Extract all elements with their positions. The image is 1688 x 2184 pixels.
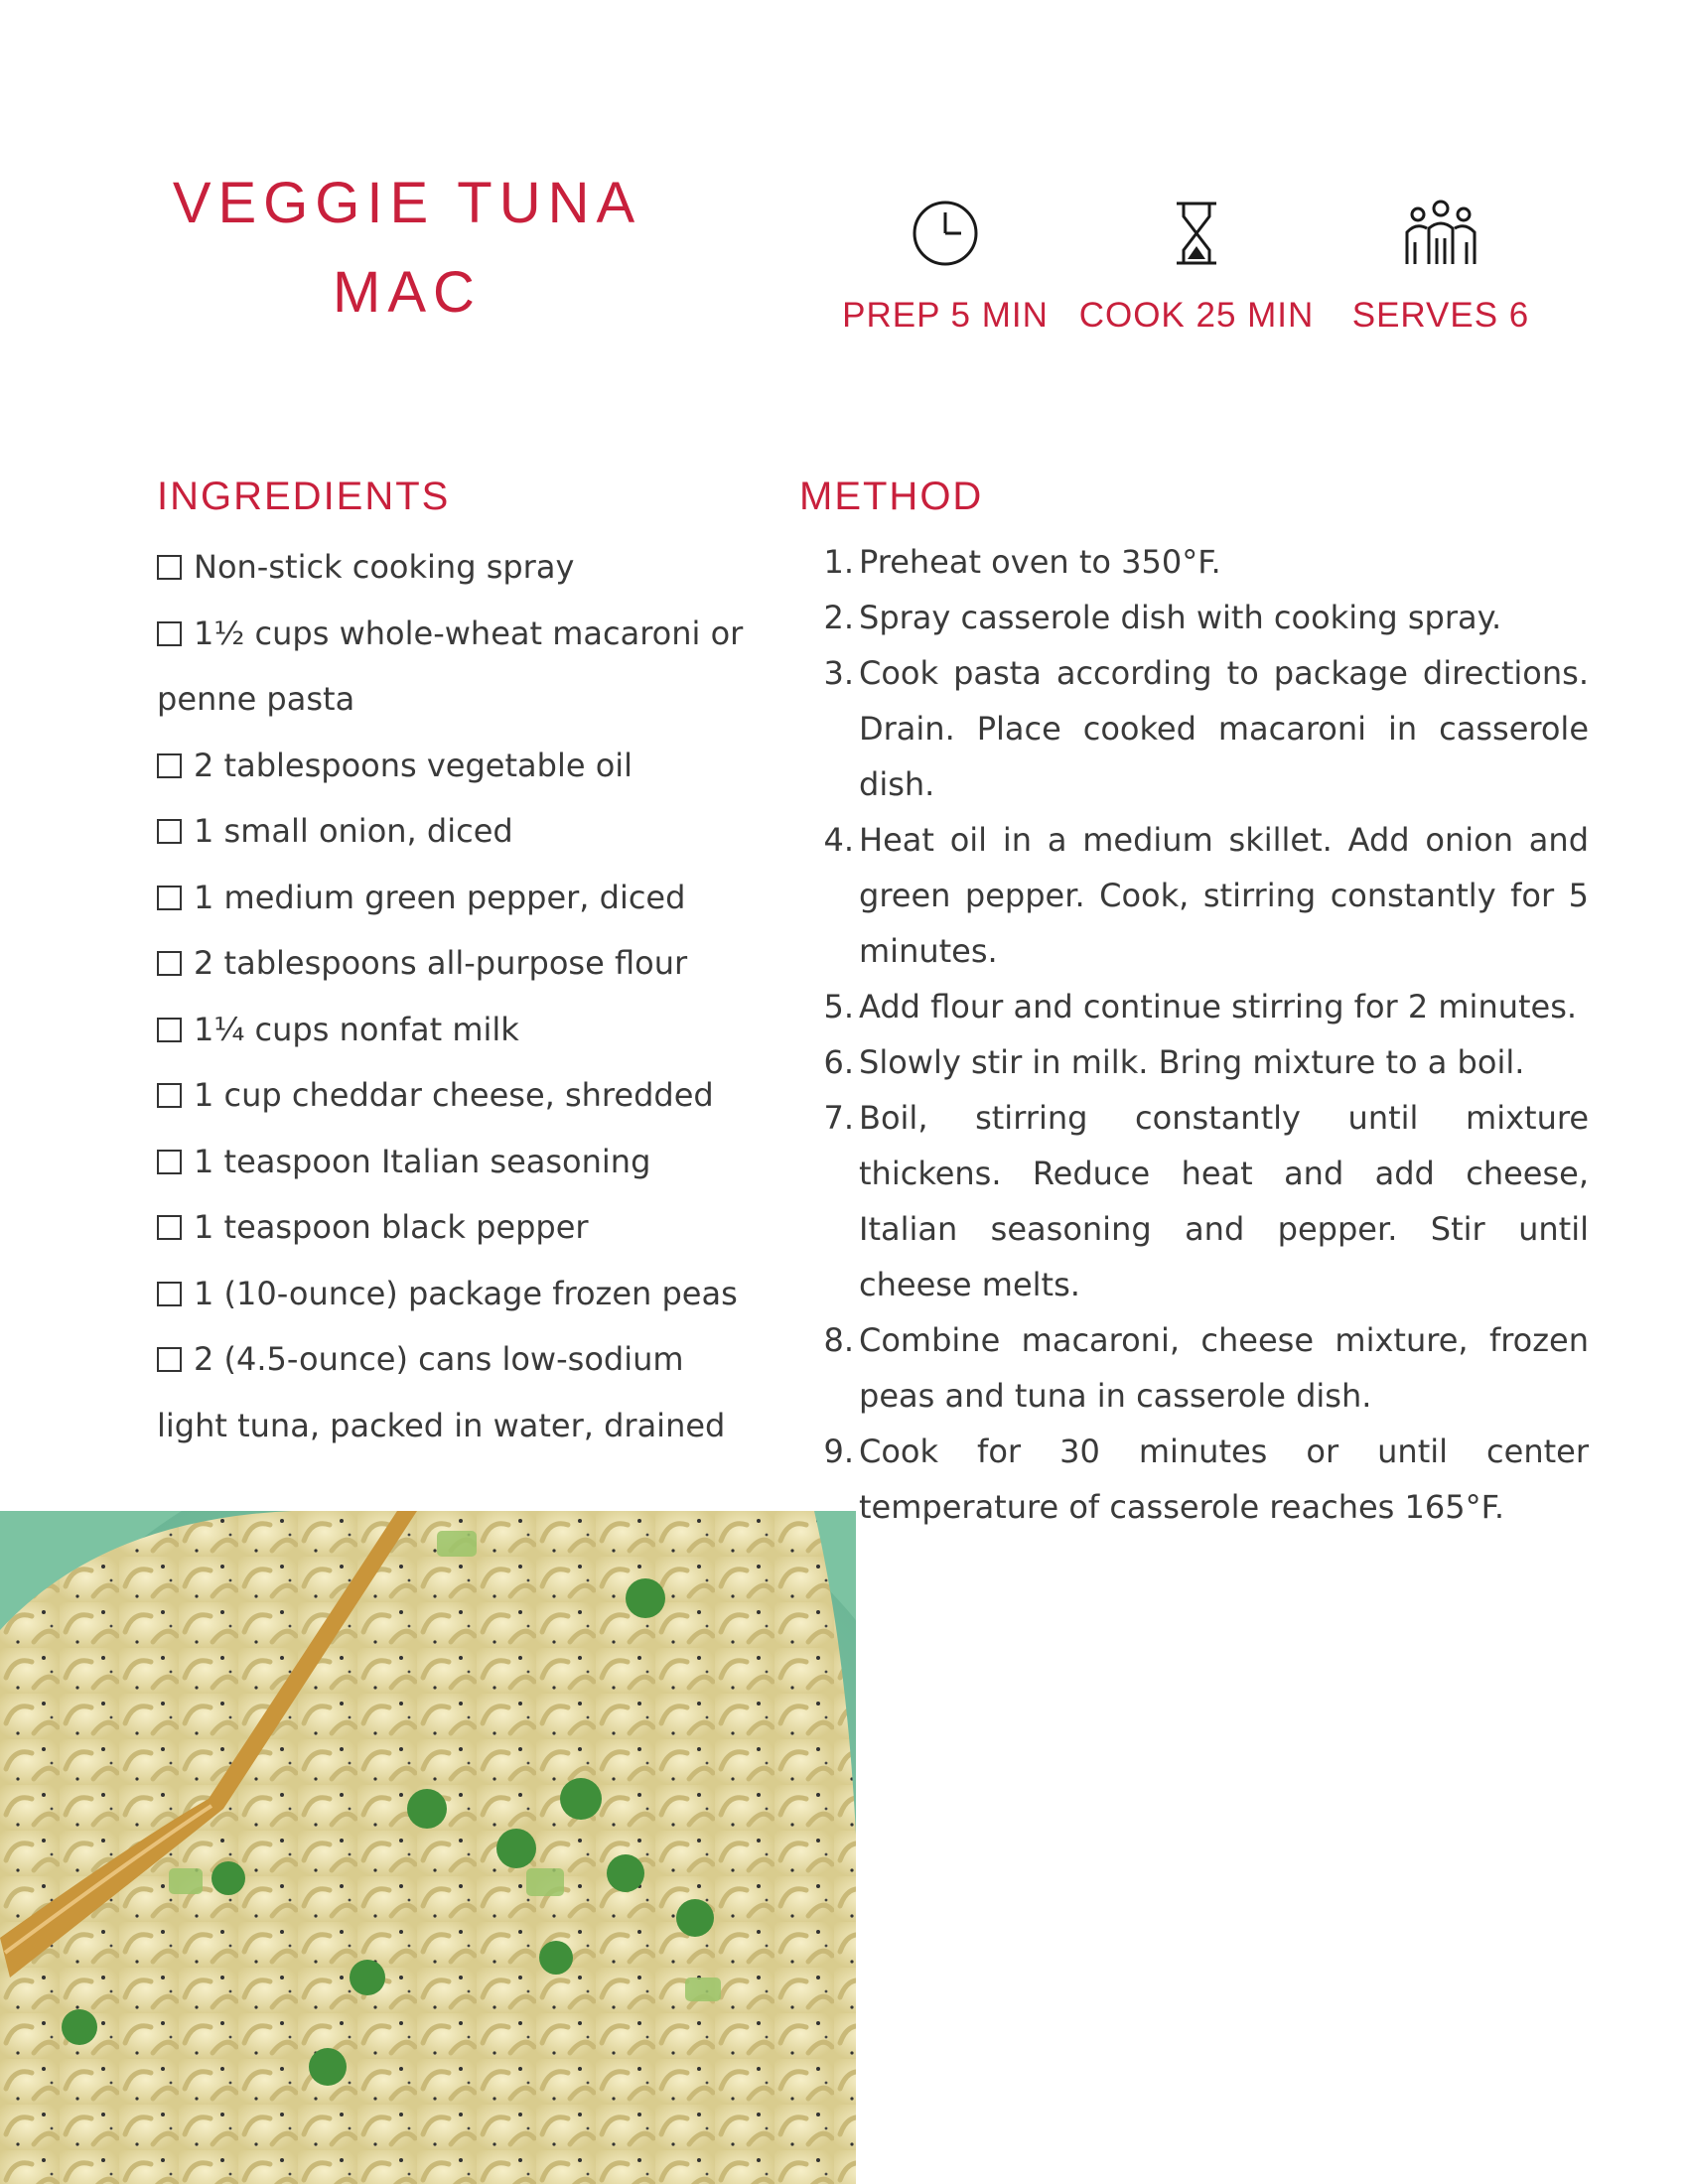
method-step bbox=[814, 1034, 1589, 1090]
step-number: 8. bbox=[823, 1321, 854, 1359]
servings-label: SERVES 6 bbox=[1351, 296, 1530, 335]
step-number: 1. bbox=[823, 543, 854, 581]
recipe-title-line-2: MAC bbox=[333, 260, 482, 325]
ingredients-list bbox=[157, 534, 753, 1458]
checkbox-icon[interactable] bbox=[157, 1018, 182, 1042]
step-text: Heat oil in a medium skillet. Add onion and green pepper. Cook, stirring constantly for 5 minutes. bbox=[859, 821, 1589, 970]
step-text: Boil, stirring constantly until mixture thickens. Reduce heat and add cheese, Italian seasoning and pepper. Stir until cheese melts. bbox=[859, 1099, 1589, 1303]
step-text: Preheat oven to 350°F. bbox=[859, 543, 1221, 581]
ingredient-item[interactable]: 1 (10-ounce) package frozen peas bbox=[157, 1261, 753, 1327]
checkbox-icon[interactable] bbox=[157, 1150, 182, 1174]
step-number: 3. bbox=[823, 654, 854, 692]
step-text: Cook for 30 minutes or until center temperature of casserole reaches 165°F. bbox=[859, 1433, 1589, 1526]
ingredient-item[interactable]: 1½ cups whole-wheat macaroni or penne pasta bbox=[157, 614, 744, 718]
method-list bbox=[814, 534, 1589, 1535]
step-text: Spray casserole dish with cooking spray. bbox=[859, 599, 1502, 636]
servings bbox=[1322, 199, 1560, 336]
step-number: 9. bbox=[823, 1433, 854, 1470]
ingredient-item[interactable]: 1 small onion, diced bbox=[157, 798, 753, 865]
people-icon bbox=[1403, 199, 1478, 268]
ingredient-item[interactable]: 1 teaspoon black pepper bbox=[157, 1194, 753, 1261]
method-step bbox=[814, 645, 1589, 812]
step-number: 7. bbox=[823, 1099, 854, 1137]
dish-illustration bbox=[0, 1511, 856, 2184]
method-step bbox=[814, 590, 1589, 645]
step-text: Slowly stir in milk. Bring mixture to a boil. bbox=[859, 1043, 1525, 1081]
method-step bbox=[814, 534, 1589, 590]
method-step bbox=[814, 979, 1589, 1034]
recipe-title bbox=[149, 159, 665, 338]
step-number: 5. bbox=[823, 988, 854, 1025]
cook-time-label: COOK 25 MIN bbox=[1078, 296, 1315, 335]
checkbox-icon[interactable] bbox=[157, 555, 182, 580]
method-heading: METHOD bbox=[799, 475, 984, 518]
method-step bbox=[814, 1424, 1589, 1535]
checkbox-icon[interactable] bbox=[157, 1347, 182, 1372]
prep-time-label: PREP 5 MIN bbox=[842, 296, 1049, 335]
step-number: 2. bbox=[823, 599, 854, 636]
checkbox-icon[interactable] bbox=[157, 1282, 182, 1306]
step-text: Add flour and continue stirring for 2 minutes. bbox=[859, 988, 1578, 1025]
ingredient-item[interactable]: 1 cup cheddar cheese, shredded bbox=[157, 1062, 753, 1129]
recipe-title-line-1: VEGGIE TUNA bbox=[172, 171, 642, 235]
clock-icon bbox=[911, 199, 980, 268]
ingredient-item[interactable]: 1 teaspoon Italian seasoning bbox=[157, 1129, 753, 1195]
step-number: 4. bbox=[823, 821, 854, 859]
step-text: Cook pasta according to package directions. Drain. Place cooked macaroni in casserole dish. bbox=[859, 654, 1589, 803]
ingredient-item[interactable]: Non-stick cooking spray bbox=[157, 534, 753, 601]
ingredient-item[interactable]: 2 tablespoons vegetable oil bbox=[157, 733, 753, 799]
method-step bbox=[814, 1312, 1589, 1424]
ingredient-item[interactable]: 1¼ cups nonfat milk bbox=[157, 997, 753, 1063]
hourglass-icon bbox=[1162, 199, 1231, 268]
step-number: 6. bbox=[823, 1043, 854, 1081]
method-step bbox=[814, 1090, 1589, 1312]
checkbox-icon[interactable] bbox=[157, 951, 182, 976]
ingredient-item[interactable]: 2 (4.5-ounce) cans low-sodium light tuna, packed in water, drained bbox=[157, 1340, 726, 1444]
checkbox-icon[interactable] bbox=[157, 753, 182, 778]
checkbox-icon[interactable] bbox=[157, 886, 182, 910]
step-text: Combine macaroni, cheese mixture, frozen peas and tuna in casserole dish. bbox=[859, 1321, 1589, 1415]
ingredient-item[interactable]: 1 medium green pepper, diced bbox=[157, 865, 753, 931]
checkbox-icon[interactable] bbox=[157, 1083, 182, 1108]
checkbox-icon[interactable] bbox=[157, 819, 182, 844]
ingredient-item[interactable]: 2 tablespoons all-purpose flour bbox=[157, 930, 753, 997]
dish-photo bbox=[0, 1511, 856, 2184]
ingredients-heading: INGREDIENTS bbox=[157, 475, 451, 518]
checkbox-icon[interactable] bbox=[157, 621, 182, 646]
checkbox-icon[interactable] bbox=[157, 1215, 182, 1240]
method-step bbox=[814, 812, 1589, 979]
cook-time bbox=[1077, 199, 1316, 336]
prep-time bbox=[826, 199, 1064, 336]
